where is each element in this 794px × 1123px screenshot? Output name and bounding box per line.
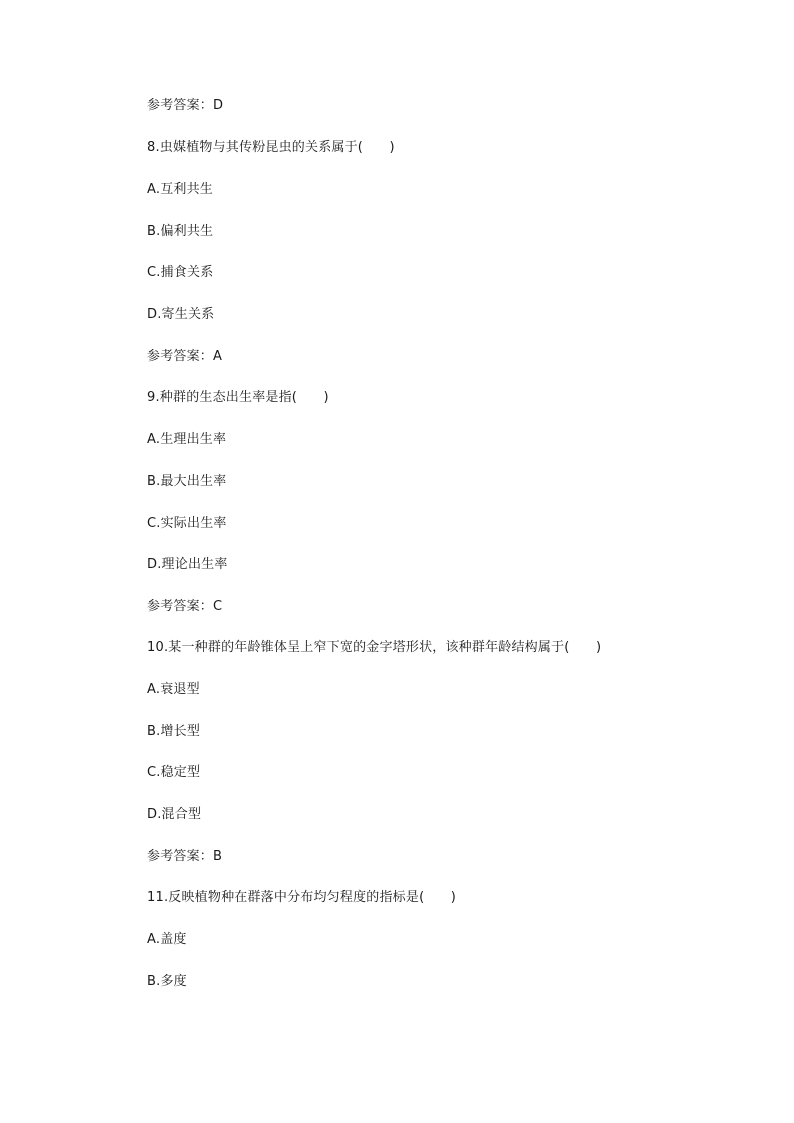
- question-10: 10.某一种群的年龄锥体呈上窄下宽的金字塔形状，该种群年龄结构属于( ): [147, 640, 602, 655]
- q8-option-d: D.寄生关系: [147, 307, 215, 322]
- question-9: 9.种群的生态出生率是指( ): [147, 390, 329, 405]
- q11-option-a: A.盖度: [147, 932, 187, 947]
- q11-option-b: B.多度: [147, 974, 187, 989]
- q9-option-a: A.生理出生率: [147, 432, 227, 447]
- q8-option-b: B.偏利共生: [147, 224, 214, 239]
- answer-line-q10: 参考答案：B: [147, 849, 223, 864]
- q9-option-d: D.理论出生率: [147, 557, 228, 572]
- answer-line-q9: 参考答案：C: [147, 599, 223, 614]
- q9-option-c: C.实际出生率: [147, 516, 227, 531]
- q8-option-a: A.互利共生: [147, 182, 213, 197]
- q10-option-d: D.混合型: [147, 807, 202, 822]
- q8-option-c: C.捕食关系: [147, 265, 214, 280]
- answer-line-q7: 参考答案：D: [147, 98, 224, 113]
- q10-option-a: A.衰退型: [147, 682, 200, 697]
- q9-option-b: B.最大出生率: [147, 474, 227, 489]
- answer-line-q8: 参考答案：A: [147, 349, 223, 364]
- q10-option-b: B.增长型: [147, 724, 201, 739]
- question-8: 8.虫媒植物与其传粉昆虫的关系属于( ): [147, 140, 395, 155]
- question-11: 11.反映植物种在群落中分布均匀程度的指标是( ): [147, 890, 457, 905]
- q10-option-c: C.稳定型: [147, 765, 201, 780]
